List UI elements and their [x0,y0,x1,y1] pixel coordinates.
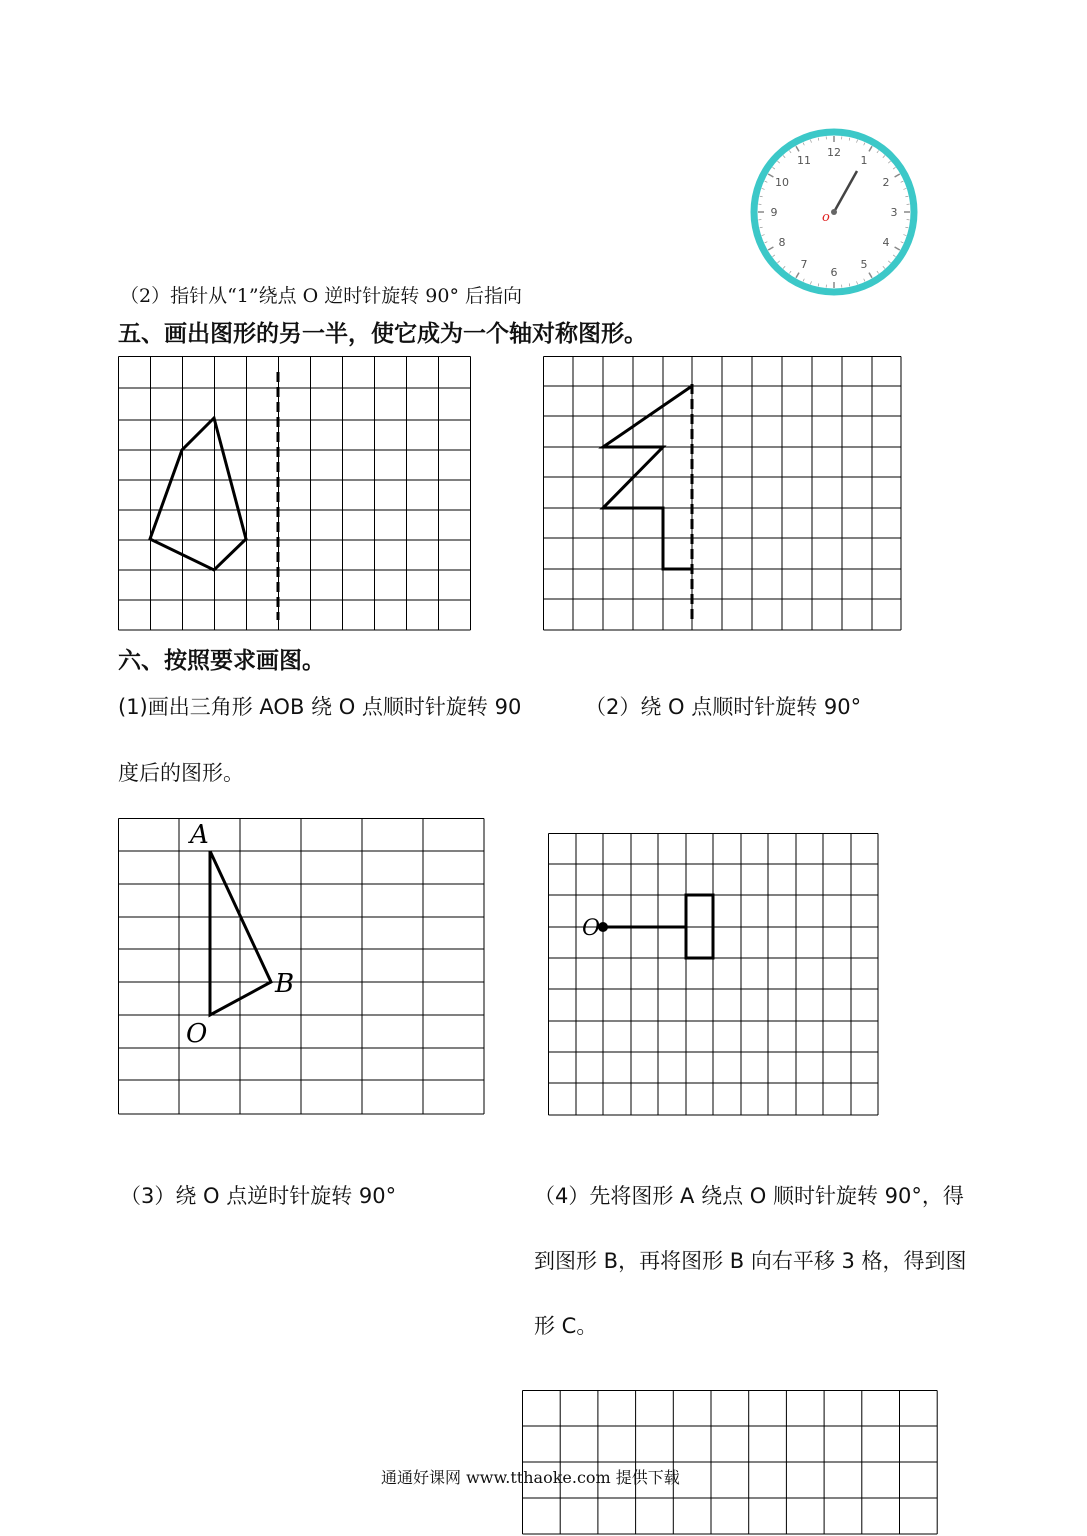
clock-number: 1 [860,154,868,167]
item-3-text: （3）绕 O 点逆时针旋转 90° [120,1184,397,1208]
clock-number: 9 [770,206,778,219]
label-O: O [186,1019,208,1049]
grid-lines [119,357,471,631]
label-O: O [582,916,601,941]
grid-lines [523,1391,938,1535]
item-1-line-1: (1)画出三角形 AOB 绕 O 点顺时针旋转 90 [118,695,522,719]
clock-number: 12 [827,146,841,159]
question-2-text: （2）指针从“1”绕点 O 逆时针旋转 90° 后指向 [120,285,523,307]
rotation-grid-key-shape [548,833,880,1116]
clock-number: 7 [800,258,808,271]
clock-number: 2 [882,176,890,189]
bottom-grid [522,1390,938,1536]
grid-lines [544,357,902,631]
item-2-text: （2）绕 O 点顺时针旋转 90° [585,695,862,719]
clock-number: 6 [830,266,838,279]
clock-center-label: o [822,210,830,225]
clock-number: 11 [797,154,811,167]
clock-center [831,209,837,215]
clock-number: 10 [775,176,789,189]
symmetry-grid-1 [118,356,502,631]
clock-figure [748,126,920,298]
label-B: B [275,969,295,999]
clock-number: 5 [860,258,868,271]
clock-number: 3 [890,206,898,219]
item-1-line-2: 度后的图形。 [118,761,244,785]
half-shape-pentagon [150,418,246,570]
grid-lines [119,819,485,1115]
label-A: A [190,820,209,850]
footer-text: 通通好课网 www.tthaoke.com 提供下载 [381,1468,680,1487]
item-4-line-1: （4）先将图形 A 绕点 O 顺时针旋转 90°，得 [534,1184,964,1208]
rotation-grid-triangle [118,818,488,1116]
section-5-heading: 五、画出图形的另一半，使它成为一个轴对称图形。 [118,321,647,347]
symmetry-grid-2 [543,356,903,631]
item-4-line-2: 到图形 B，再将图形 B 向右平移 3 格，得到图 [534,1249,967,1273]
section-6-heading: 六、按照要求画图。 [118,648,325,674]
grid-lines [549,834,879,1116]
item-4-line-3: 形 C。 [534,1314,598,1338]
clock-number: 8 [778,236,786,249]
clock-number: 4 [882,236,890,249]
